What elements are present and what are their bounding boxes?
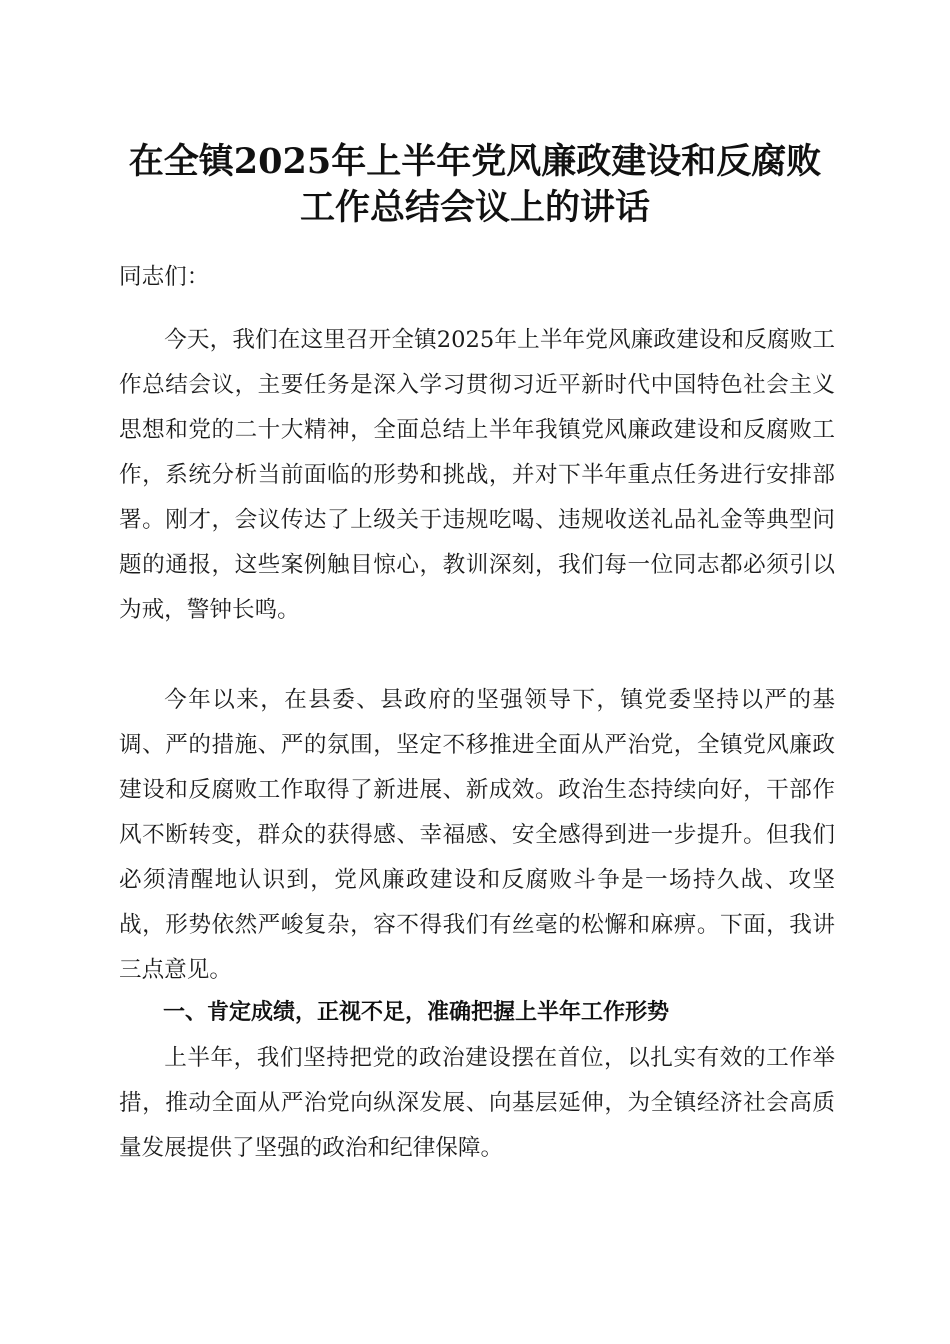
- paragraph-opening: 今天，我们在这里召开全镇2025年上半年党风廉政建设和反腐败工作总结会议，主要任务是深入学习贯彻习近平新时代中国特色社会主义思想和党的二十大精神，全面总结上半年我镇党风廉政建设和反腐败工作，系统分析当前面临的形势和挑战，并对下半年重点任务进行安排部署。刚才，会议传达了上级关于违规吃喝、违规收送礼品礼金等典型问题的通报，这些案例触目惊心，教训深刻，我们每一位同志都必须引以为戒，警钟长鸣。: [119, 327, 835, 623]
- paragraph-situation: 今年以来，在县委、县政府的坚强领导下，镇党委坚持以严的基调、严的措施、严的氛围，坚定不移推进全面从严治党，全镇党风廉政建设和反腐败工作取得了新进展、新成效。政治生态持续向好，干部作风不断转变，群众的获得感、幸福感、安全感得到进一步提升。但我们必须清醒地认识到，党风廉政建设和反腐败斗争是一场持久战、攻坚战，形势依然严峻复杂，容不得我们有丝毫的松懈和麻痹。下面，我讲三点意见。: [119, 687, 835, 983]
- section-heading-1: 一、肯定成绩，正视不足，准确把握上半年工作形势: [163, 1000, 670, 1025]
- document-title-line-2: 工作总结会议上的讲话: [299, 187, 650, 228]
- salutation: 同志们：: [119, 264, 210, 290]
- paragraph-section-1: 上半年，我们坚持把党的政治建设摆在首位，以扎实有效的工作举措，推动全面从严治党向纵深发展、向基层延伸，为全镇经济社会高质量发展提供了坚强的政治和纪律保障。: [119, 1045, 835, 1161]
- document-title-line-1: 在全镇2025年上半年党风廉政建设和反腐败: [128, 141, 822, 182]
